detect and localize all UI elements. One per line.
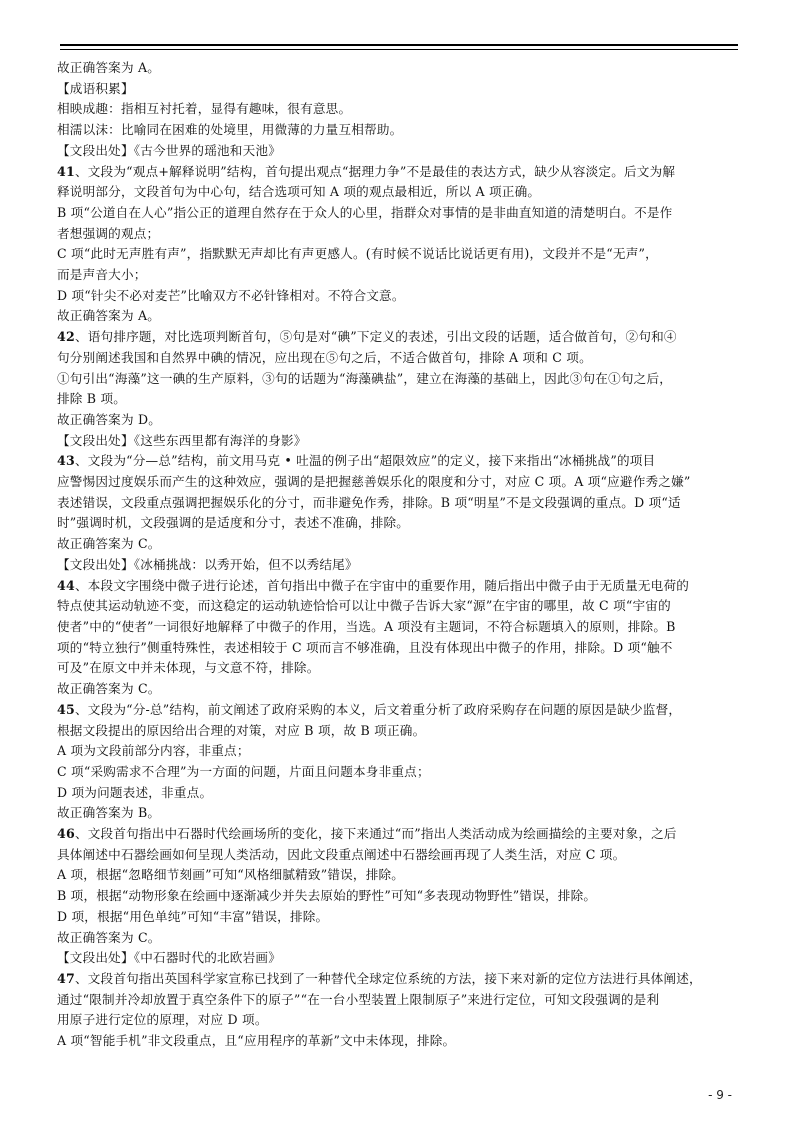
text-line	[57, 79, 743, 100]
text-line	[57, 845, 743, 866]
text-line	[57, 493, 743, 514]
text-line	[57, 928, 743, 949]
text-line	[57, 783, 743, 804]
text-line	[57, 762, 743, 783]
text-line	[57, 265, 743, 286]
line-text: C 项“采购需求不合理”为一方面的问题，片面且问题本身非重点；	[57, 763, 430, 779]
line-text: A 项“智能手机”非文段重点，且“应用程序的革新”文中未体现，排除。	[57, 1033, 456, 1049]
line-text: 可及”在原文中并未体现，与文意不符，排除。	[57, 660, 320, 676]
text-line	[57, 555, 743, 576]
line-text: 相映成趣：指相互衬托着，显得有趣味，很有意思。	[57, 101, 352, 117]
line-text: 【成语积累】	[57, 80, 134, 96]
line-text: 【文段出处】《古今世界的瑶池和天池》	[57, 142, 281, 158]
text-line	[57, 576, 743, 597]
text-line	[57, 907, 743, 928]
line-text: 特点使其运动轨迹不变，而这稳定的运动轨迹恰恰可以让中微子告诉大家“源”在宇宙的哪里，故 C 项“宇宙的	[57, 598, 671, 614]
question-number: 42	[57, 329, 75, 345]
line-text: 、文段首句指出中石器时代绘画场所的变化，接下来通过“而”指出人类活动成为绘画描绘的主要对象，之后	[74, 826, 677, 842]
text-line	[57, 948, 743, 969]
text-line	[57, 389, 743, 410]
line-text: 、语句排序题，对比选项判断首句，⑤句是对“碘”下定义的表述，引出文段的话题，适合做首句，②句和④	[74, 329, 677, 345]
line-text: 而是声音大小；	[57, 267, 147, 283]
line-text: B 项“公道自在人心”指公正的道理自然存在于众人的心里，指群众对事情的是非曲直知道的清楚明白。不是作	[57, 204, 673, 220]
text-line	[57, 886, 743, 907]
text-line	[57, 596, 743, 617]
question-number: 45	[57, 701, 75, 717]
text-line	[57, 182, 743, 203]
line-text: 、文段为“观点+解释说明”结构，首句提出观点“据理力争”不是最佳的表达方式，缺少从容淡定。后文为解	[74, 163, 676, 179]
line-text: D 项，根据“用色单纯”可知“丰富”错误，排除。	[57, 908, 329, 924]
text-line	[57, 1010, 743, 1031]
text-line	[57, 721, 743, 742]
question-number: 46	[57, 826, 75, 842]
line-text: 、文段为“分-总”结构，前文阐述了政府采购的本义，后文着重分析了政府采购存在问题的原因是缺少监督，	[74, 701, 682, 717]
text-line	[57, 99, 743, 120]
line-text: 通过“限制并冷却放置于真空条件下的原子”“在一台小型装置上限制原子”来进行定位，可知文段强调的是利	[57, 991, 660, 1007]
text-line	[57, 348, 743, 369]
line-text: 故正确答案为 C。	[57, 681, 161, 697]
page-number: - 9 -	[708, 1088, 732, 1102]
text-line	[57, 306, 743, 327]
text-line	[57, 369, 743, 390]
line-text: D 项为问题表述，非重点。	[57, 784, 213, 800]
text-line	[57, 617, 743, 638]
text-line	[57, 327, 743, 348]
line-text: ①句引出“海藻”这一碘的生产原料，③句的话题为“海藻碘盐”，建立在海藻的基础上，因此③句在①句之后，	[57, 370, 673, 386]
text-line	[57, 472, 743, 493]
line-text: 故正确答案为 C。	[57, 536, 161, 552]
header-rule-thick	[60, 44, 738, 46]
line-text: A 项为文段前部分内容，非重点；	[57, 743, 250, 759]
line-text: 故正确答案为 D。	[57, 411, 162, 427]
text-line	[57, 120, 743, 141]
text-line	[57, 700, 743, 721]
text-line	[57, 534, 743, 555]
text-line	[57, 803, 743, 824]
question-number: 47	[57, 970, 75, 986]
line-text: 者想强调的观点；	[57, 225, 160, 241]
line-text: 、文段为“分—总”结构，前文用马克 • 吐温的例子出“超限效应”的定义，接下来指出“冰桶挑战”的项目	[74, 453, 656, 469]
question-number: 44	[57, 577, 75, 593]
text-line	[57, 513, 743, 534]
text-line	[57, 741, 743, 762]
text-line	[57, 244, 743, 265]
text-line	[57, 141, 743, 162]
line-text: D 项“针尖不必对麦芒”比喻双方不必针锋相对。不符合文意。	[57, 287, 405, 303]
text-line	[57, 638, 743, 659]
line-text: 释说明部分，文段首句为中心句，结合选项可知 A 项的观点最相近，所以 A 项正确。	[57, 184, 541, 200]
line-text: 【文段出处】《中石器时代的北欧岩画》	[57, 950, 281, 966]
line-text: 表述错误，文段重点强调把握娱乐化的分寸，而非避免作秀，排除。B 项“明星”不是文段强调的重点。D 项“适	[57, 494, 681, 510]
line-text: 应警惕因过度娱乐而产生的这种效应，强调的是把握慈善娱乐化的限度和分寸，对应 C 项。A 项“应避作秀之嫌”	[57, 474, 691, 490]
text-line	[57, 969, 743, 990]
line-text: 根据文段提出的原因给出合理的对策，对应 B 项，故 B 项正确。	[57, 722, 426, 738]
line-text: B 项，根据“动物形象在绘画中逐渐减少并失去原始的野性”可知“多表现动物野性”错误，排除。	[57, 888, 597, 904]
line-text: 项的“特立独行”侧重特殊性，表述相较于 C 项而言不够准确，且没有体现出中微子的作用，排除。D 项“触不	[57, 639, 673, 655]
text-line	[57, 410, 743, 431]
line-text: 故正确答案为 C。	[57, 929, 161, 945]
text-line	[57, 203, 743, 224]
text-line	[57, 451, 743, 472]
line-text: 具体阐述中石器绘画如何呈现人类活动，因此文段重点阐述中石器绘画再现了人类生活，对应 C 项。	[57, 846, 626, 862]
line-text: C 项“此时无声胜有声”，指默默无声却比有声更感人。(有时候不说话比说话更有用)，文段并不是“无声”，	[57, 246, 658, 262]
line-text: 排除 B 项。	[57, 391, 127, 407]
line-text: 句分别阐述我国和自然界中碘的情况，应出现在⑤句之后，不适合做首句，排除 A 项和 C 项。	[57, 349, 592, 365]
text-line	[57, 162, 743, 183]
question-number: 43	[57, 453, 75, 469]
header-rule-thin	[60, 49, 738, 50]
question-number: 41	[57, 163, 75, 179]
text-line	[57, 824, 743, 845]
text-line	[57, 1031, 743, 1052]
line-text: 用原子进行定位的原理，对应 D 项。	[57, 1012, 268, 1028]
answer-explanations	[57, 58, 743, 1052]
text-line	[57, 865, 743, 886]
text-line	[57, 58, 743, 79]
line-text: 故正确答案为 B。	[57, 805, 161, 821]
line-text: 【文段出处】《冰桶挑战：以秀开始，但不以秀结尾》	[57, 556, 358, 572]
text-line	[57, 431, 743, 452]
line-text: A 项，根据“忽略细节刻画”可知“风格细腻精致”错误，排除。	[57, 867, 405, 883]
text-line	[57, 286, 743, 307]
line-text: 、文段首句指出英国科学家宣称已找到了一种替代全球定位系统的方法，接下来对新的定位方法进行具体阐述，	[74, 970, 702, 986]
line-text: 、本段文字围绕中微子进行论述，首句指出中微子在宇宙中的重要作用，随后指出中微子由于无质量无电荷的	[74, 577, 690, 593]
line-text: 使者”中的“使者”一词很好地解释了中微子的作用，当选。A 项没有主题词，不符合标题填入的原则，排除。B	[57, 618, 676, 634]
text-line	[57, 990, 743, 1011]
line-text: 时”强调时机，文段强调的是适度和分寸，表述不准确，排除。	[57, 515, 410, 531]
line-text: 故正确答案为 A。	[57, 60, 161, 75]
line-text: 故正确答案为 A。	[57, 308, 161, 324]
text-line	[57, 679, 743, 700]
line-text: 相濡以沫：比喻同在困难的处境里，用微薄的力量互相帮助。	[57, 122, 403, 138]
line-text: 【文段出处】《这些东西里都有海洋的身影》	[57, 432, 307, 448]
text-line	[57, 224, 743, 245]
text-line	[57, 658, 743, 679]
